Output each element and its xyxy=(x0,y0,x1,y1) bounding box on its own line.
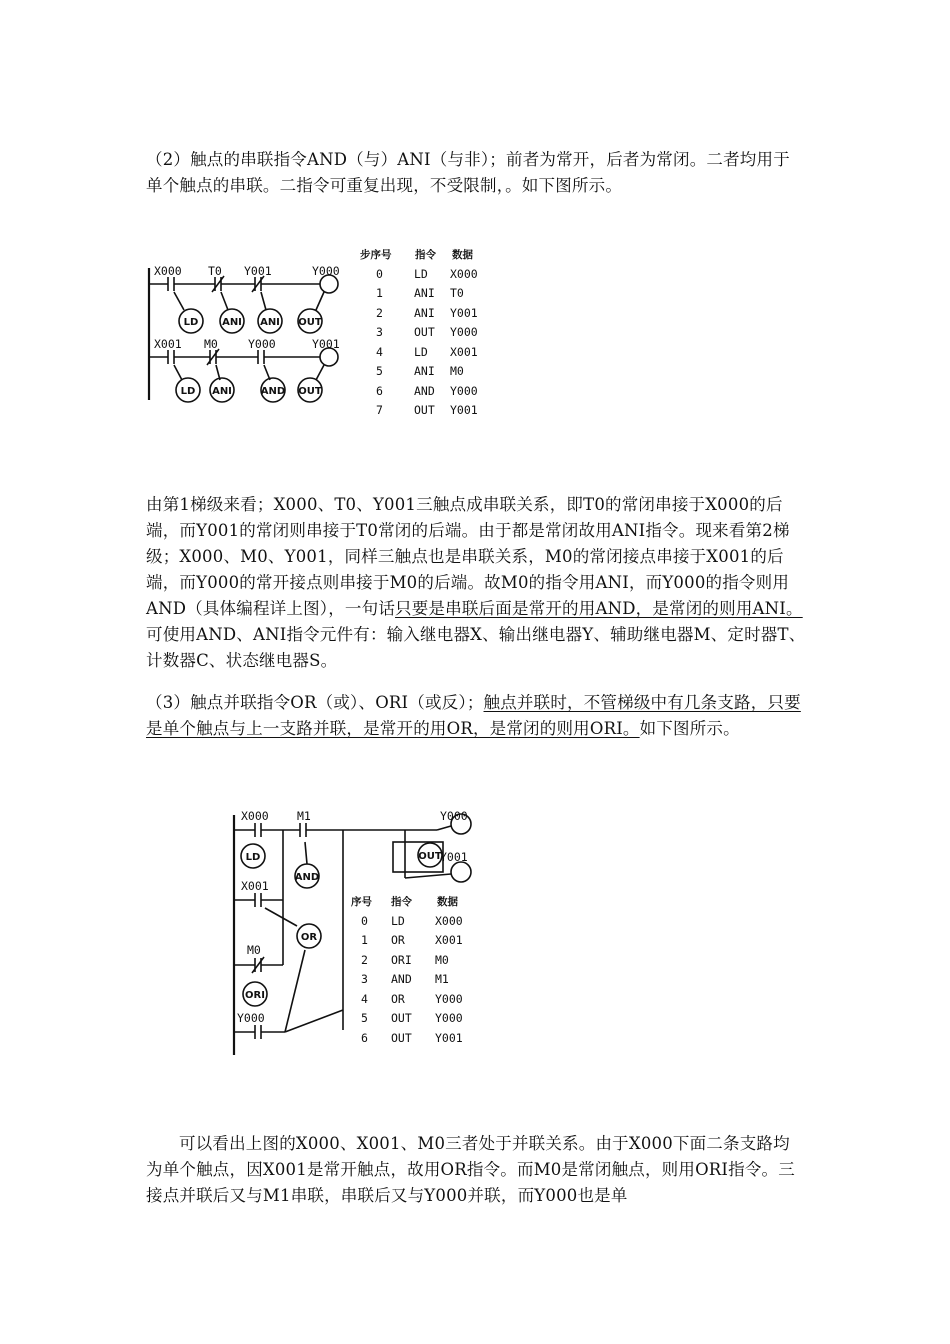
table-cell: 1 xyxy=(361,933,368,947)
contact-label-x000: X000 xyxy=(241,809,269,823)
table-cell: LD xyxy=(414,267,428,281)
table-cell: ANI xyxy=(414,286,435,300)
para3-underlined-rule: 触点并联时，不管梯级中有几条支路，只要是单个触点与上一支路并联，是常开的用OR，是常闭的则用ORI。 xyxy=(146,693,801,738)
table-rows xyxy=(361,914,463,1045)
rung1-contact-label: Y001 xyxy=(244,264,272,278)
table-cell: 6 xyxy=(361,1031,368,1045)
table-header: 数据 xyxy=(437,896,458,908)
table-cell: X001 xyxy=(450,345,478,359)
tag-ani: ANI xyxy=(222,317,242,328)
paragraph-series-instructions: （2）触点的串联指令AND（与）ANI（与非）；前者为常开，后者为常闭。二者均用于单个触点的串联。二指令可重复出现，不受限制，。如下图所示。 xyxy=(146,150,790,195)
table-cell: 4 xyxy=(376,345,383,359)
table-cell: OUT xyxy=(391,1011,412,1025)
para3-text: 如下图所示。 xyxy=(639,719,740,738)
table-cell: ANI xyxy=(414,306,435,320)
table-cell: 2 xyxy=(376,306,383,320)
table-cell: 0 xyxy=(361,914,368,928)
para2-text: 由第1梯级来看；X000、T0、Y001三触点成串联关系，即T0的常闭串接于X000的后端，而Y001的常闭则串接于T0常闭的后端。由于都是常闭故用ANI指令。现来看第2梯级；X000、M0、Y001，同样三触点也是串联关系，M0的常闭接点串接于X001的后端，而Y000的常开接点则串接于M0的后端。故M0的指令用ANI，而Y000的指令则用AND（具体编程详上图），一句话 xyxy=(146,495,790,618)
table-cell: M0 xyxy=(435,953,449,967)
table-cell: 3 xyxy=(361,972,368,986)
table-cell: M0 xyxy=(450,364,464,378)
table-cell: Y000 xyxy=(450,384,478,398)
table-cell: X001 xyxy=(435,933,463,947)
table-cell: 1 xyxy=(376,286,383,300)
table-cell: 0 xyxy=(376,267,383,281)
figure-parallel-ladder xyxy=(225,800,485,1060)
tag-ld: LD xyxy=(245,852,261,863)
table-cell: X000 xyxy=(435,914,463,928)
para2-text: 可使用AND、ANI指令元件有：输入继电器X、输出继电器Y、辅助继电器M、定时器T、计数器C、状态继电器S。 xyxy=(146,625,806,670)
table-cell: LD xyxy=(414,345,428,359)
table-header: 指令 xyxy=(415,249,436,261)
coil-label-y000: Y000 xyxy=(440,809,468,823)
table-cell: M1 xyxy=(435,972,449,986)
tag-out: OUT xyxy=(298,386,322,397)
rung2-coil-label: Y001 xyxy=(312,337,340,351)
paragraph-series-explanation xyxy=(146,492,806,674)
table-cell: 7 xyxy=(376,403,383,417)
tag-ld: LD xyxy=(183,317,199,328)
coil-label-y001: Y001 xyxy=(440,850,468,864)
rung1-coil-label: Y000 xyxy=(312,264,340,278)
table-cell: Y000 xyxy=(435,992,463,1006)
table-rows xyxy=(376,267,478,417)
tag-and: AND xyxy=(260,386,286,397)
table-cell: Y001 xyxy=(450,306,478,320)
para2-underlined-rule: 只要是串联后面是常开的用AND，是常闭的则用ANI。 xyxy=(395,599,803,618)
table-cell: Y001 xyxy=(450,403,478,417)
contact-label-m1: M1 xyxy=(297,809,311,823)
table-cell: X000 xyxy=(450,267,478,281)
table-header: 序号 xyxy=(351,896,372,908)
para3-text: （3）触点并联指令OR（或）、ORI（或反）； xyxy=(146,693,484,712)
tag-or: OR xyxy=(300,932,318,943)
table-cell: 2 xyxy=(361,953,368,967)
paragraph-parallel-instructions xyxy=(146,690,806,742)
table-cell: AND xyxy=(414,384,435,398)
table-cell: ORI xyxy=(391,953,412,967)
table-cell: AND xyxy=(391,972,412,986)
table-cell: OUT xyxy=(414,403,435,417)
table-cell: T0 xyxy=(450,286,464,300)
tag-out: OUT xyxy=(418,851,442,862)
rung2-contact-label: X001 xyxy=(154,337,182,351)
contact-label-x001: X001 xyxy=(241,879,269,893)
tag-ani: ANI xyxy=(212,386,232,397)
table-cell: Y000 xyxy=(450,325,478,339)
table-cell: OUT xyxy=(391,1031,412,1045)
table-header: 步序号 xyxy=(360,249,392,261)
rung1-contact-label: X000 xyxy=(154,264,182,278)
table-cell: OR xyxy=(391,992,405,1006)
ladder-diagram-1 xyxy=(140,240,500,425)
contact-label-y000: Y000 xyxy=(237,1011,265,1025)
table-cell: OR xyxy=(391,933,405,947)
tag-ani: ANI xyxy=(260,317,280,328)
table-cell: Y001 xyxy=(435,1031,463,1045)
table-header: 数据 xyxy=(452,249,473,261)
ladder-diagram-2 xyxy=(225,800,485,1060)
table-header: 指令 xyxy=(391,896,412,908)
tag-ld: LD xyxy=(180,386,196,397)
table-cell: 5 xyxy=(376,364,383,378)
tag-out: OUT xyxy=(298,317,322,328)
table-cell: 5 xyxy=(361,1011,368,1025)
table-cell: ANI xyxy=(414,364,435,378)
rung2-contact-label: M0 xyxy=(204,337,218,351)
rung1-contact-label: T0 xyxy=(208,264,222,278)
table-cell: 4 xyxy=(361,992,368,1006)
paragraph-parallel-explanation: 可以看出上图的X000、X001、M0三者处于并联关系。由于X000下面二条支路均为单个触点，因X001是常开触点，故用OR指令。而M0是常闭触点，则用ORI指令。三接点并联后又与M1串联，串联后又与Y000并联，而Y000也是单 xyxy=(146,1134,795,1205)
table-cell: LD xyxy=(391,914,405,928)
rung2-contact-label: Y000 xyxy=(248,337,276,351)
table-cell: Y000 xyxy=(435,1011,463,1025)
table-cell: 3 xyxy=(376,325,383,339)
table-cell: OUT xyxy=(414,325,435,339)
tag-ori: ORI xyxy=(245,990,265,1001)
figure-series-ladder xyxy=(140,240,500,425)
tag-and: AND xyxy=(294,872,320,883)
contact-label-m0: M0 xyxy=(247,943,261,957)
table-cell: 6 xyxy=(376,384,383,398)
